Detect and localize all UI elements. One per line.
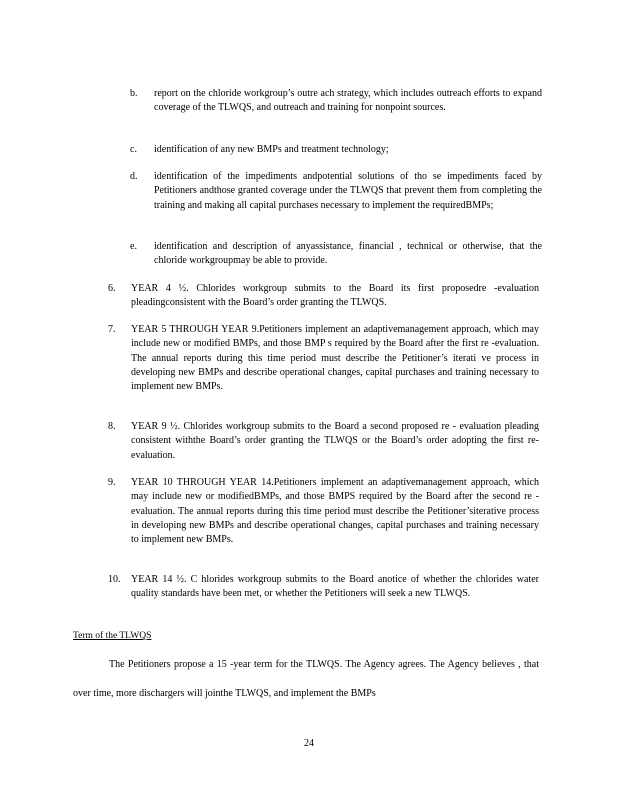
item-text: YEAR 10 THROUGH YEAR 14.Petitioners implement an adaptivemanagement approach, which may include new or modifiedBMPs, and those BMPS required by the Board after the second re -evaluation. The annual reports during this time period must describe the Petitioner’siterative process in developing new BMPs and describe operational changes, capital purchases and training necessary to implement new BMPs.	[131, 477, 539, 546]
item-text: YEAR 9 ½. Chlorides workgroup submits to the Board a second proposed re - evaluation pleading consistent withthe Board’s order granting the TLWQS or the Board’s order adopting the first re-evaluation.	[131, 421, 539, 461]
item-text: YEAR 5 THROUGH YEAR 9.Petitioners implement an adaptivemanagement approach, which may include new or modified BMPs, and those BMP s required by the Board after the first re -evaluation. The annual reports during this time period must describe the Petitioner’s iterati ve process in developing new BMPs and describe operational changes, capital purchases and training necessary to implement new BMPs.	[131, 324, 539, 393]
item-text: identification and description of anyassistance, financial , technical or otherwise, that the chloride workgroupmay be able to provide.	[154, 241, 542, 267]
item-text: identification of any new BMPs and treatment technology;	[154, 144, 389, 155]
item-number: 10.	[108, 574, 121, 585]
item-number: 6.	[108, 283, 116, 294]
item-number: 7.	[108, 324, 116, 335]
body-paragraph: The Petitioners propose a 15 -year term for the TLWQS. The Agency agrees. The Agency believes , that over time, more dischargers will jointhe TLWQS, and implement the BMPs	[73, 659, 539, 699]
item-label: d.	[130, 171, 138, 182]
item-label: e.	[130, 241, 137, 252]
section-heading: Term of the TLWQS	[73, 631, 152, 641]
page-number: 24	[304, 738, 314, 749]
item-text: identification of the impediments andpotential solutions of tho se impediments faced by Petitioners andthose granted coverage under the TLWQS that prevent them from completing the training and making all capital purchases necessary to implement the requiredBMPs;	[154, 171, 542, 211]
item-number: 9.	[108, 477, 116, 488]
item-label: c.	[130, 144, 137, 155]
item-label: b.	[130, 88, 138, 99]
item-number: 8.	[108, 421, 116, 432]
item-text: YEAR 14 ½. C hlorides workgroup submits to the Board anotice of whether the chlorides water quality standards have been met, or whether the Petitioners will seek a new TLWQS.	[131, 574, 539, 600]
item-text: YEAR 4 ½. Chlorides workgroup submits to the Board its first proposedre -evaluation pleadingconsistent with the Board’s order granting the TLWQS.	[131, 283, 539, 309]
item-text: report on the chloride workgroup’s outre ach strategy, which includes outreach efforts to expand coverage of the TLWQS, and outreach and training for nonpoint sources.	[154, 88, 542, 114]
